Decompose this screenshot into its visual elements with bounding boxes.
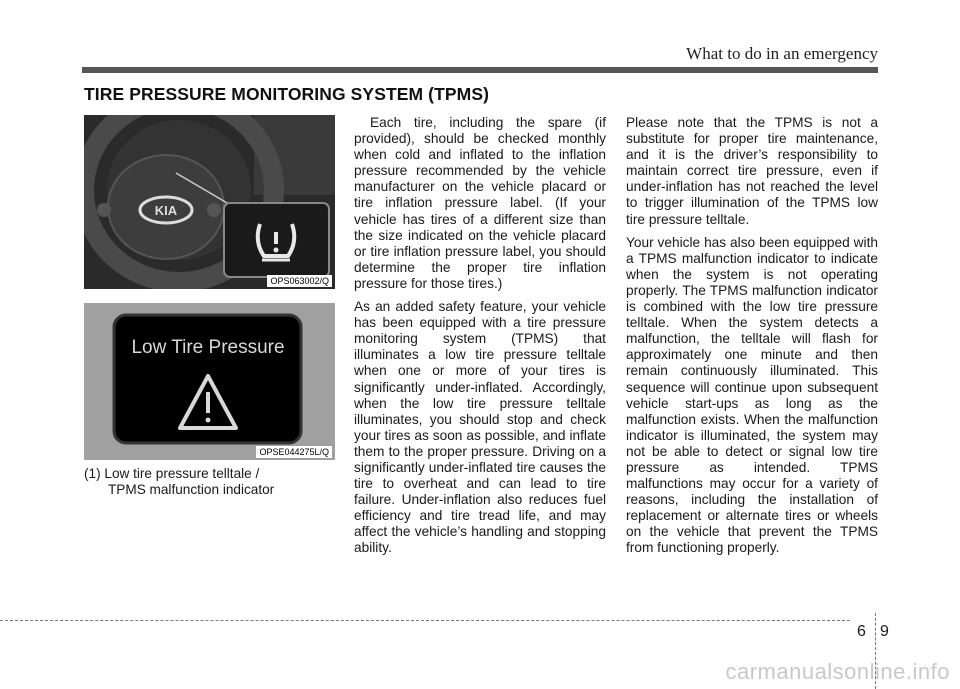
figure-caption — [84, 466, 344, 498]
text-column-3 — [626, 115, 878, 564]
caption-line-2: TPMS malfunction indicator — [108, 482, 275, 497]
steering-wheel-figure — [84, 115, 335, 289]
caption-line-1: (1) Low tire pressure telltale / — [84, 466, 260, 481]
section-title: TIRE PRESSURE MONITORING SYSTEM (TPMS) — [84, 84, 490, 104]
chapter-number: 6 — [857, 623, 866, 640]
running-header: What to do in an emergency — [686, 44, 878, 63]
display-message: Low Tire Pressure — [131, 337, 285, 358]
watermark: carmanualsonline.info — [725, 659, 950, 684]
paragraph: Please note that the TPMS is not a substitute for proper tire maintenance, and it is the driver’s responsibility to maintain correct tire pressure, even if under-inflation has not reached the level to trigger illumination of the TPMS low tire pressure telltale. — [626, 115, 878, 227]
paragraph: As an added safety feature, your vehicle has been equipped with a tire pressure monitoring system (TPMS) that illuminates a low tire pressure telltale when one or more of your tires is significantly under-inflated. Accordingly, when the low tire pressure telltale illuminates, you should stop and check your tires as soon as possible, and inflate them to the proper pressure. Driving on a significantly under-inflated tire causes the tire to overheat and can lead to tire failure. Under-inflation also reduces fuel efficiency and tire tread life, and may affect the vehicle’s handling and stopping ability. — [354, 299, 606, 556]
page-number: 9 — [880, 623, 889, 640]
figure-code: OPSE044275L/Q — [256, 446, 332, 458]
footer-rule — [0, 620, 850, 621]
steering-wheel-illustration — [84, 115, 335, 289]
text-column-2 — [354, 115, 606, 564]
low-tire-pressure-display-figure — [84, 303, 335, 460]
header-rule — [82, 67, 878, 73]
cluster-display-illustration — [84, 303, 335, 460]
paragraph: Your vehicle has also been equipped with a TPMS malfunction indicator to indicate when the system is not operating properly. The TPMS malfunction indicator is combined with the low tire pressure telltale. When the system detects a malfunction, the telltale will flash for approximately one minute and then remain continuously illuminated. This sequence will continue upon subsequent vehicle start-ups as long as the malfunction exists. When the malfunction indicator is illuminated, the system may not be able to detect or signal low tire pressure as intended. TPMS malfunctions may occur for a variety of reasons, including the installation of replacement or alternate tires or wheels on the vehicle that prevent the TPMS from functioning properly. — [626, 234, 878, 556]
svg-text:KIA: KIA — [154, 203, 178, 218]
paragraph: Each tire, including the spare (if provided), should be checked monthly when cold and inflated to the inflation pressure recommended by the vehicle manufacturer on the vehicle placard or tire inflation pressure label. (If your vehicle has tires of a different size than the size indicated on the vehicle placard or tire inflation pressure label, you should determine the proper tire inflation pressure for those tires.) — [354, 115, 606, 291]
figure-code: OPS063002/Q — [267, 275, 332, 287]
